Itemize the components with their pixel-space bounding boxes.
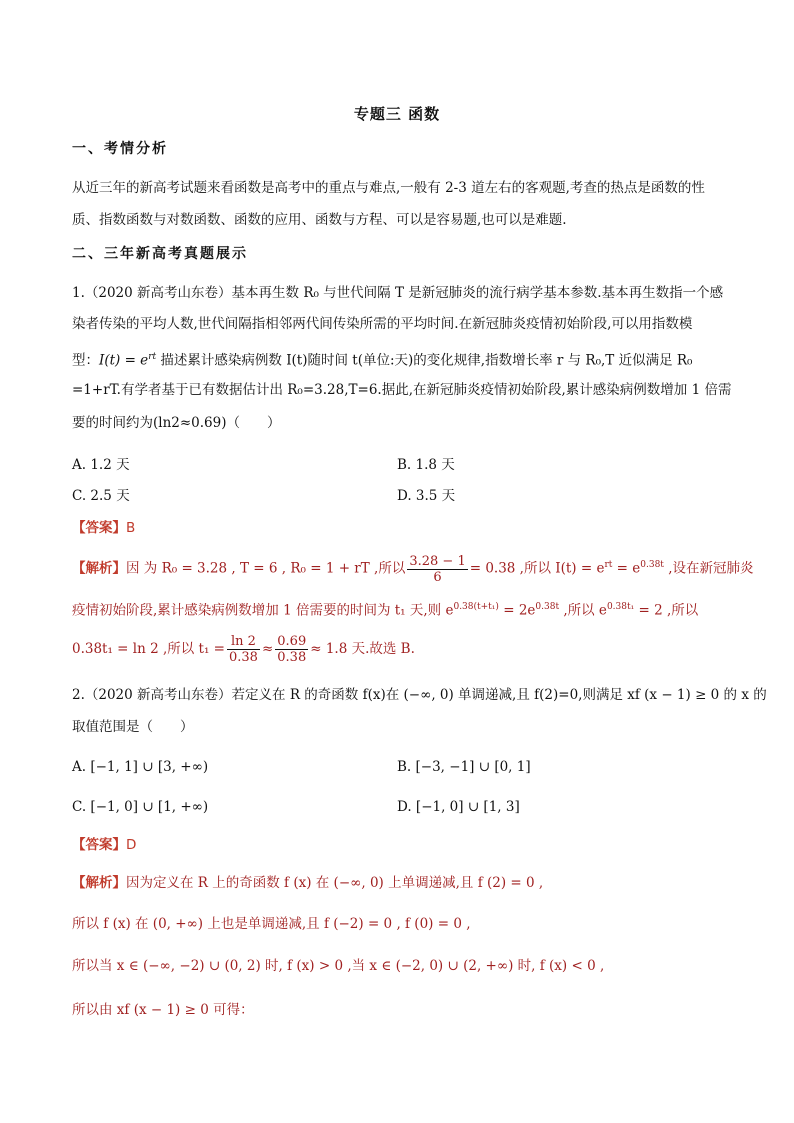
q2-answer xyxy=(72,835,732,855)
q1-analysis-l3-b: ≈ 1.8 天.故选 B. xyxy=(310,641,415,657)
q1-analysis-l1-d: ,设在新冠肺炎 xyxy=(663,560,754,577)
q1-analysis-l2-a: 疫情初始阶段,累计感染病例数增加 1 倍需要的时间为 t₁ 天,则 e xyxy=(72,602,454,619)
q1-line-3 xyxy=(72,347,732,371)
q1-line-2: 染者传染的平均人数,世代间隔指相邻两代间传染所需的平均时间.在新冠肺炎疫情初始阶段,可以用指数模 xyxy=(72,316,693,332)
q2-line-2: 取值范围是（ ） xyxy=(72,719,194,735)
q2-answer-value: D xyxy=(126,837,137,853)
q1-line-4: =1+rT.有学者基于已有数据估计出 R₀=3.28,T=6.据此,在新冠肺炎疫情初始阶段,累计感染病例数增加 1 倍需 xyxy=(72,382,732,398)
q1-analysis-l3-a: 0.38t₁ = ln 2 ,所以 t₁ = xyxy=(72,641,225,657)
section-heading-analysis: 一、考情分析 xyxy=(72,141,168,157)
q1-model-exponent: rt xyxy=(148,352,157,362)
q1-fraction-069 xyxy=(275,634,308,665)
q1-fraction-denominator: 6 xyxy=(433,569,442,585)
q2-analysis-line-4: 所以由 xf (x − 1) ≥ 0 可得： xyxy=(72,1002,254,1018)
q2-analysis-label: 【解析】 xyxy=(72,875,126,891)
q1-line-3-prefix: 型： xyxy=(72,352,99,369)
q1-analysis-l2-b: = 2e xyxy=(498,602,536,619)
intro-line-2: 质、指数函数与对数函数、函数的应用、函数与方程、可以是容易题,也可以是难题. xyxy=(72,212,567,228)
page-title: 专题三 函数 xyxy=(353,105,441,123)
q1-answer xyxy=(72,518,732,538)
q1-fraction-069-den: 0.38 xyxy=(277,650,307,665)
q1-analysis-l2-c: ,所以 e xyxy=(559,602,607,619)
q1-analysis-fraction xyxy=(407,554,467,585)
q2-analysis-line-3: 所以当 x ∈ (−∞, −2) ∪ (0, 2) 时, f (x) > 0 ,当 x ∈ (−2, 0) ∪ (2, +∞) 时, f (x) < 0 , xyxy=(72,958,605,974)
q1-option-b: B. 1.8 天 xyxy=(397,457,455,473)
q1-fraction-ln2-num: ln 2 xyxy=(227,634,260,650)
q1-model-formula: I(t) = e xyxy=(99,352,149,369)
q1-exp-038tt1: 0.38(t+t₁) xyxy=(453,602,499,612)
q1-analysis-l2-d: = 2 ,所以 xyxy=(634,602,699,619)
q1-analysis-l1-a: 因 为 R₀ = 3.28 , T = 6 , R₀ = 1 + rT ,所以 xyxy=(126,560,406,577)
q2-option-c: C. [−1, 0] ∪ [1, +∞) xyxy=(72,799,209,815)
q1-fraction-ln2 xyxy=(227,634,260,665)
intro-line-1: 从近三年的新高考试题来看函数是高考中的重点与难点,一般有 2-3 道左右的客观题,考查的热点是函数的性 xyxy=(72,180,705,196)
q2-answer-label: 【答案】 xyxy=(72,837,126,853)
q2-option-a: A. [−1, 1] ∪ [3, +∞) xyxy=(72,759,209,775)
q2-analysis-l1: 因为定义在 R 上的奇函数 f (x) 在 (−∞, 0) 上单调递减,且 f (2) = 0 , xyxy=(126,875,544,891)
q1-fraction-069-num: 0.69 xyxy=(277,634,307,649)
q1-exp-038t-b: 0.38t xyxy=(535,602,560,612)
q1-exp-rt: rt xyxy=(604,560,613,570)
q1-analysis-line-2 xyxy=(72,597,732,621)
q1-option-d: D. 3.5 天 xyxy=(397,488,456,504)
q1-fraction-ln2-den: 0.38 xyxy=(229,650,258,665)
q1-analysis-l1-c: = e xyxy=(612,560,641,577)
q1-analysis-l1-b: = 0.38 ,所以 I(t) = e xyxy=(469,560,605,577)
q1-analysis-label: 【解析】 xyxy=(72,560,126,577)
q1-answer-label: 【答案】 xyxy=(72,520,126,536)
q1-line-3-suffix: 描述累计感染病例数 I(t)随时间 t(单位:天)的变化规律,指数增长率 r 与 R₀,T 近似满足 R₀ xyxy=(156,352,693,369)
q1-analysis-line-3: 0.38t₁ = ln 2 ,所以 t₁ = $\frac{\ln 2}{0.38}$ ≈ $\frac{0.69}{0.38}$ ≈ 1.8 天.故选 B. xyxy=(72,634,415,665)
q1-line-1: 1.（2020 新高考山东卷）基本再生数 R₀ 与世代间隔 T 是新冠肺炎的流行病学基本参数.基本再生数指一个感 xyxy=(72,285,724,301)
q2-analysis-line-2: 所以 f (x) 在 (0, +∞) 上也是单调递减,且 f (−2) = 0 , f (0) = 0 , xyxy=(72,916,471,932)
q2-line-1: 2.（2020 新高考山东卷）若定义在 R 的奇函数 f(x)在 (−∞, 0) 单调递减,且 f(2)=0,则满足 xf (x − 1) ≥ 0 的 x 的 xyxy=(72,687,767,703)
q2-option-d: D. [−1, 0] ∪ [1, 3] xyxy=(397,799,520,815)
q2-analysis-line-1 xyxy=(72,873,732,893)
q1-answer-value: B xyxy=(126,520,136,536)
q1-exp-038t1: 0.38t₁ xyxy=(606,602,635,612)
q1-analysis-line-1 xyxy=(72,548,754,585)
q1-fraction-numerator: 3.28 − 1 xyxy=(409,553,466,569)
section-heading-exam: 二、三年新高考真题展示 xyxy=(72,246,248,262)
q2-option-b: B. [−3, −1] ∪ [0, 1] xyxy=(397,759,531,775)
q1-option-c: C. 2.5 天 xyxy=(72,488,130,504)
q1-option-a: A. 1.2 天 xyxy=(72,457,130,473)
q1-exp-038t: 0.38t xyxy=(640,560,664,570)
q1-line-5: 要的时间约为(ln2≈0.69)（ ） xyxy=(72,415,281,431)
